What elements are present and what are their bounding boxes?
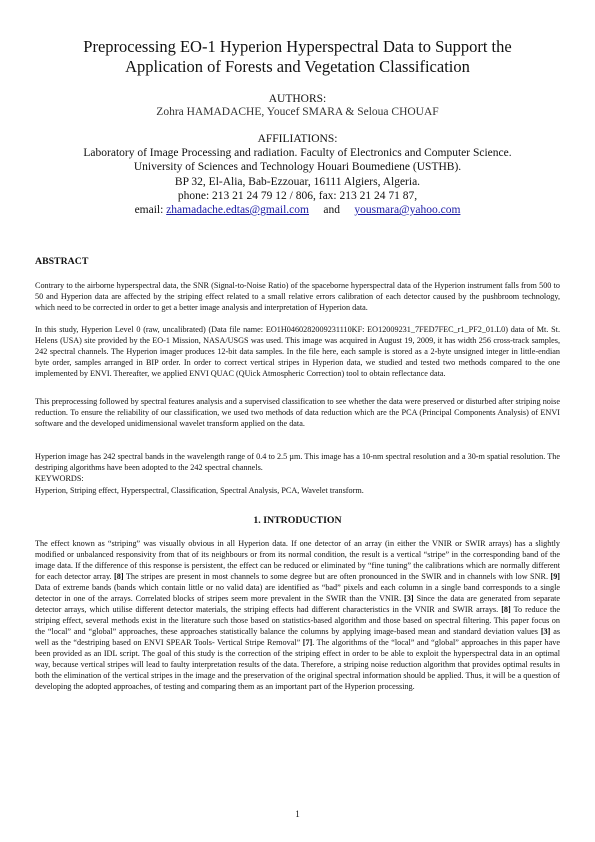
intro-sentence-7: . The algorithms of the “local” and “global” approaches in this paper have been provided as an IDL script. The goal of this study is the correction of the striping effect in order to be able to exploit the hyperspectral data in an optimal way, because vertical stripes will lead to faulty interpretation results of the data. Therefore, a striping noise reduction algorithm that provides optimal results in both the elimination of the vertical stripes in the image and the preservation of the original spectral information should be applied. Thus, it will be a question of developing the adopted approaches, of testing and comparing them as an important part of the Hyperion processing.	[35, 638, 561, 691]
citation-3-second: [3]	[540, 627, 551, 636]
intro-sentence-2: The stripes are present in most channels to some degree but are often pronounced in the SWIR and in channels with low SNR.	[125, 572, 549, 581]
email-and: and	[323, 204, 340, 216]
keywords-label: KEYWORDS:	[35, 474, 84, 483]
intro-sentence-1: The effect known as “striping” was visually obvious in all Hyperion data. If one detector of an array (in either the VNIR or SWIR arrays) has a slightly modified or unbalanced responsivity from that of its neighbours or from its normal condition, the result is a vertical “stripe” in the corresponding band of the image data. If the difference of this response is persistent, the effect can be reduced or eliminated by “fine tuning” the calibrations which are normally different for each detector array.	[35, 539, 560, 581]
intro-sentence-5: To reduce the striping effect, several methods exist in the literature such those based on statistics-based algorithm and those based on spectral filtering. This paper focus on the “local” and “global” approaches, these approaches statistically balance the columns by applying image-based mean and standard deviation values	[35, 605, 561, 636]
paper-title	[40, 37, 555, 77]
affiliation-email-line	[30, 203, 565, 217]
abstract-heading: ABSTRACT	[35, 256, 89, 267]
citation-9: [9]	[550, 572, 561, 581]
citation-3: [3]	[404, 594, 414, 603]
author-names: Zohra HAMADACHE, Youcef SMARA & Seloua CHOUAF	[156, 106, 439, 118]
affiliations-label: AFFILIATIONS:	[257, 133, 338, 145]
affiliation-line-2: University of Sciences and Technology Houari Boumediene (USTHB).	[133, 161, 462, 173]
citation-8-second: [8]	[501, 605, 511, 614]
authors-label: AUTHORS:	[268, 93, 327, 105]
keywords-text: Hyperion, Striping effect, Hyperspectral, Classification, Spectral Analysis, PCA, Wavelet transform.	[35, 486, 364, 495]
email-link-1[interactable]: zhamadache.edtas@gmail.com	[166, 204, 309, 216]
affiliation-line-1: Laboratory of Image Processing and radiation. Faculty of Electronics and Computer Science.	[83, 147, 512, 159]
title-line-2: Application of Forests and Vegetation Classification	[125, 57, 470, 76]
abstract-paragraph-3: This preprocessing followed by spectral features analysis and a supervised classification to see whether the data were preserved or disturbed after striping noise reduction. To ensure the reliability of our classification, we used two methods of data reduction which are the PCA (Principal Components Analysis) of ENVI software and the developed unidimensional wavelet transform applied on the data.	[35, 397, 560, 428]
introduction-paragraph	[35, 538, 560, 692]
abstract-paragraph-2: In this study, Hyperion Level 0 (raw, uncalibrated) (Data file name: EO1H0460282009231110KF: EO12009231_7FED7FEC_r1_PF2_01.L0) data of Mt. St. Helens (USA) site provided by the EO-1 Mission, NASA/USGS was used. This image was acquired in August 19, 2009, it has width 256 cross-track samples, 242 spectral channels. The Hyperion imager produces 12-bit data samples. In the file here, each sample is stored as a 2-byte unsigned integer in little-endian byte order, samples arranged in BIP order. In order to correct vertical stripes in Hyperion data, we studied and tested two methods compared to the one implemented by ENVI. Thereafter, we applied ENVI QUAC (QUick Atmospheric Correction) tool to obtain reflectance data.	[35, 325, 560, 378]
email-link-2[interactable]: yousmara@yahoo.com	[354, 204, 461, 216]
affiliation-address: BP 32, El-Alia, Bab-Ezzouar, 16111 Algiers, Algeria.	[174, 176, 421, 188]
email-prefix: email:	[134, 204, 164, 216]
intro-sentence-6: as well as the “destriping based on ENVI SPEAR Tools- Vertical Stripe Removal”	[35, 627, 561, 647]
abstract-paragraph-4: Hyperion image has 242 spectral bands in the wavelength range of 0.4 to 2.5 µm. This image has a 10-nm spectral resolution and a 30-m spatial resolution. The destriping algorithms have been adopted to the 242 spectral channels.	[35, 452, 560, 472]
page-number: 1	[295, 809, 300, 819]
introduction-heading: 1. INTRODUCTION	[253, 515, 342, 526]
citation-7: [7]	[302, 638, 313, 647]
abstract-paragraph-1: Contrary to the airborne hyperspectral data, the SNR (Signal-to-Noise Ratio) of the spaceborne hyperspectral data of the Hyperion instrument falls from 500 to 50 and Hyperion data are affected by the striping effect related to a small relative errors calibration of each detector caused by the pushbroom technology, which need to be corrected in order to get a better image analysis and interpretation of Hyperion data.	[35, 281, 560, 312]
affiliation-phone: phone: 213 21 24 79 12 / 806, fax: 213 21 24 71 87,	[177, 190, 418, 202]
intro-sentence-4: Since the data are generated from separate detector arrays, which utilise different detector materials, the striping effects had different characteristics in the VNIR and SWIR arrays.	[35, 594, 561, 614]
citation-8: [8]	[114, 572, 124, 581]
intro-sentence-3: Data of extreme bands (bands which contain little or no valid data) are identified as “bad” pixels and each column in a single band corresponds to a single detector in one of the arrays. Correlated blocks of stripes seem more prevalent in the SWIR than the VNIR.	[35, 583, 560, 603]
title-line-1: Preprocessing EO-1 Hyperion Hyperspectral Data to Support the	[83, 37, 512, 56]
